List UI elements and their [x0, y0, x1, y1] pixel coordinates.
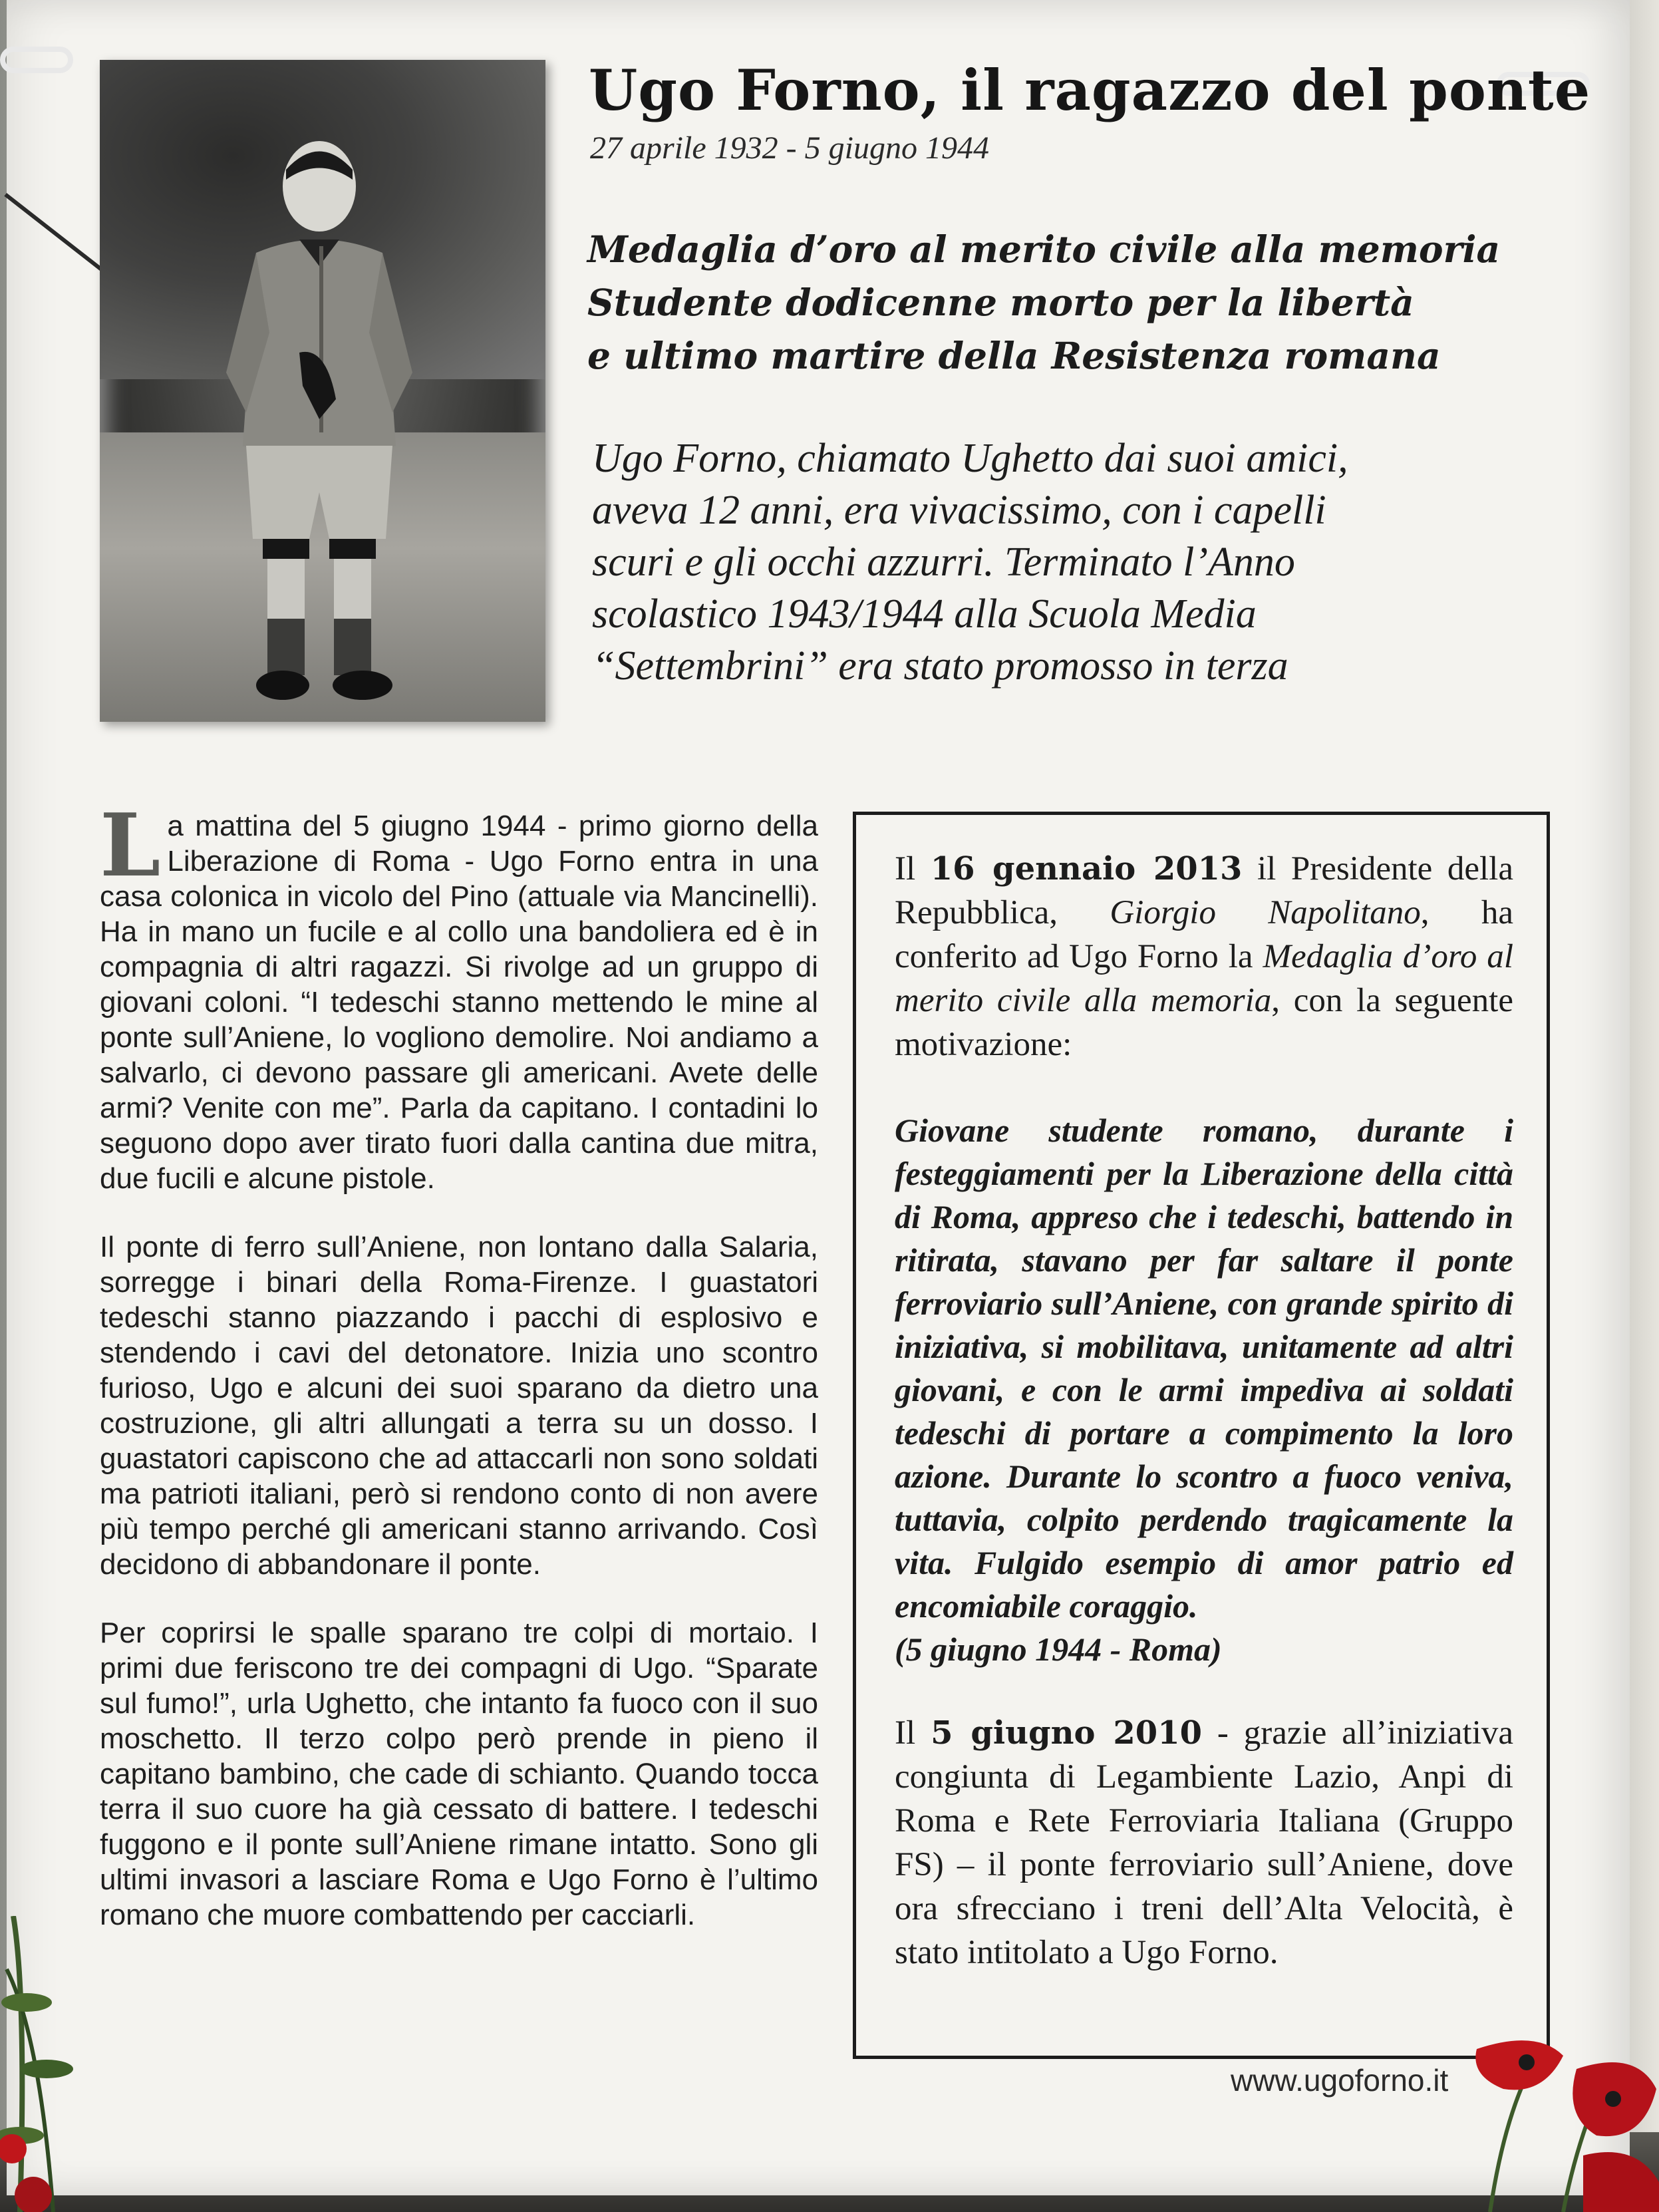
intro-text — [592, 432, 1550, 692]
story-paragraph-2: Il ponte di ferro sull’Aniene, non lontano dalla Salaria, sorregge i binari della Roma-Firenze. I guastatori tedeschi stanno piazzando i pacchi di esplosivo e stendendo i cavi del detonatore. Inizia uno scontro furioso, Ugo e alcuni dei suoi sparano da dietro una costruzione, gli altri allungati a terra su un dosso. I guastatori capiscono che ad attaccarli non sono soldati ma patrioti italiani, però si rendono conto di non avere più tempo perché gli americani stanno arrivando. Così decidono di abbandonare il ponte. — [100, 1231, 818, 1581]
flowers-left — [0, 1916, 173, 2212]
drop-cap: L — [100, 794, 161, 896]
citation-date: (5 giugno 1944 - Roma) — [895, 1631, 1222, 1668]
motivation-box — [853, 812, 1550, 2059]
portrait-photo — [100, 60, 545, 722]
intro-line: scuri e gli occhi azzurri. Terminato l’Anno — [592, 540, 1295, 585]
story-column — [100, 794, 818, 1966]
dedication-text — [895, 1711, 1513, 1975]
subtitle-line: e ultimo martire della Resistenza romana — [587, 334, 1441, 377]
subtitle-line: Medaglia d’oro al merito civile alla memoria — [587, 228, 1501, 271]
page-title: Ugo Forno, il ragazzo del ponte — [589, 57, 1591, 123]
website-link[interactable]: www.ugoforno.it — [1231, 2063, 1449, 2098]
memorial-poster — [7, 0, 1630, 2195]
story-paragraph-1 — [100, 794, 818, 1196]
story-paragraph-3: Per coprirsi le spalle sparano tre colpi di mortaio. I primi due feriscono tre dei compagni di Ugo. “Sparate sul fumo!”, urla Ughetto, che intanto fa fuoco con il suo moschetto. Il terzo colpo però prende in pieno il capitano bambino, che cade di schianto. Quando tocca terra il suo cuore ha già cessato di battere. I tedeschi fuggono e il ponte sull’Aniene rimane intatto. Sono gli ultimi invasori a lasciare Roma e Ugo Forno è l’ultimo romano che muore combattendo per cacciarli. — [100, 1617, 818, 1931]
citation-text: Giovane studente romano, durante i festeggiamenti per la Liberazione della città di Roma, appreso che i tedeschi, battendo in ritirata, stavano per far saltare il ponte ferroviario sull’Aniene, con grande spirito di iniziativa, si mobilitava, unitamente ad altri giovani, e con le armi impediva ai soldati tedeschi di portare a compimento la loro azione. Durante lo scontro a fuoco veniva, tuttavia, colpito perdendo tragicamente la vita. Fulgido esempio di amor patrio ed encomiabile coraggio. — [895, 1112, 1513, 1625]
text-fragment: il Presidente della Repubblica, — [895, 850, 1513, 931]
motivation-citation — [895, 1109, 1513, 1671]
cable-tie-left — [0, 47, 73, 73]
intro-line: aveva 12 anni, era vivacissimo, con i capelli — [592, 488, 1326, 533]
text-fragment: , ha conferito ad Ugo Forno la — [895, 894, 1513, 975]
intro-line: “Settembrini” era stato promosso in terza — [592, 643, 1288, 689]
subtitle-line: Studente dodicenne morto per la libertà — [587, 281, 1414, 324]
life-dates: 27 aprile 1932 - 5 giugno 1944 — [590, 130, 989, 166]
dedication-date: 5 giugno 2010 — [931, 1714, 1202, 1752]
paragraph-text: a mattina del 5 giugno 1944 - primo giorno della Liberazione di Roma - Ugo Forno entra in una casa colonica in vicolo del Pino (attuale via Mancinelli). Ha in mano un fucile e al collo una bandoliera ed è in compagnia di altri ragazzi. Si rivolge ad un gruppo di giovani coloni. “I tedeschi stanno mettendo le mine al ponte sull’Aniene, lo vogliono demolire. Noi andiamo a salvarlo, ci devono passare gli americani. Avete delle armi? Venite con me”. Parla da capitano. I contadini lo seguono dopo aver tirato fuori dalla cantina due mitra, due fucili e alcune pistole. — [100, 810, 818, 1195]
intro-line: scolastico 1943/1944 alla Scuola Media — [592, 591, 1257, 637]
medal-name: Medaglia d’oro al merito civile alla memoria — [895, 938, 1513, 1019]
intro-line: Ugo Forno, chiamato Ughetto dai suoi amici, — [592, 436, 1348, 481]
text-fragment: - grazie all’iniziativa congiunta di Legambiente Lazio, Anpi di Roma e Rete Ferroviaria Italiana (Gruppo FS) – il ponte ferroviario sull’Aniene, dove ora sfrecciano i treni dell’Alta Velocità, è stato intitolato a Ugo Forno. — [895, 1714, 1514, 1971]
text-fragment: Il — [895, 1714, 931, 1752]
subtitle — [587, 223, 1565, 383]
award-date: 16 gennaio 2013 — [930, 850, 1243, 887]
text-fragment: Il — [895, 850, 931, 887]
president-name: Giorgio Napolitano — [1110, 894, 1421, 931]
text-fragment: , con la seguente motivazione: — [895, 982, 1513, 1063]
flowers-right — [1463, 1989, 1659, 2212]
motivation-intro — [895, 847, 1513, 1066]
boy-figure — [220, 133, 419, 712]
